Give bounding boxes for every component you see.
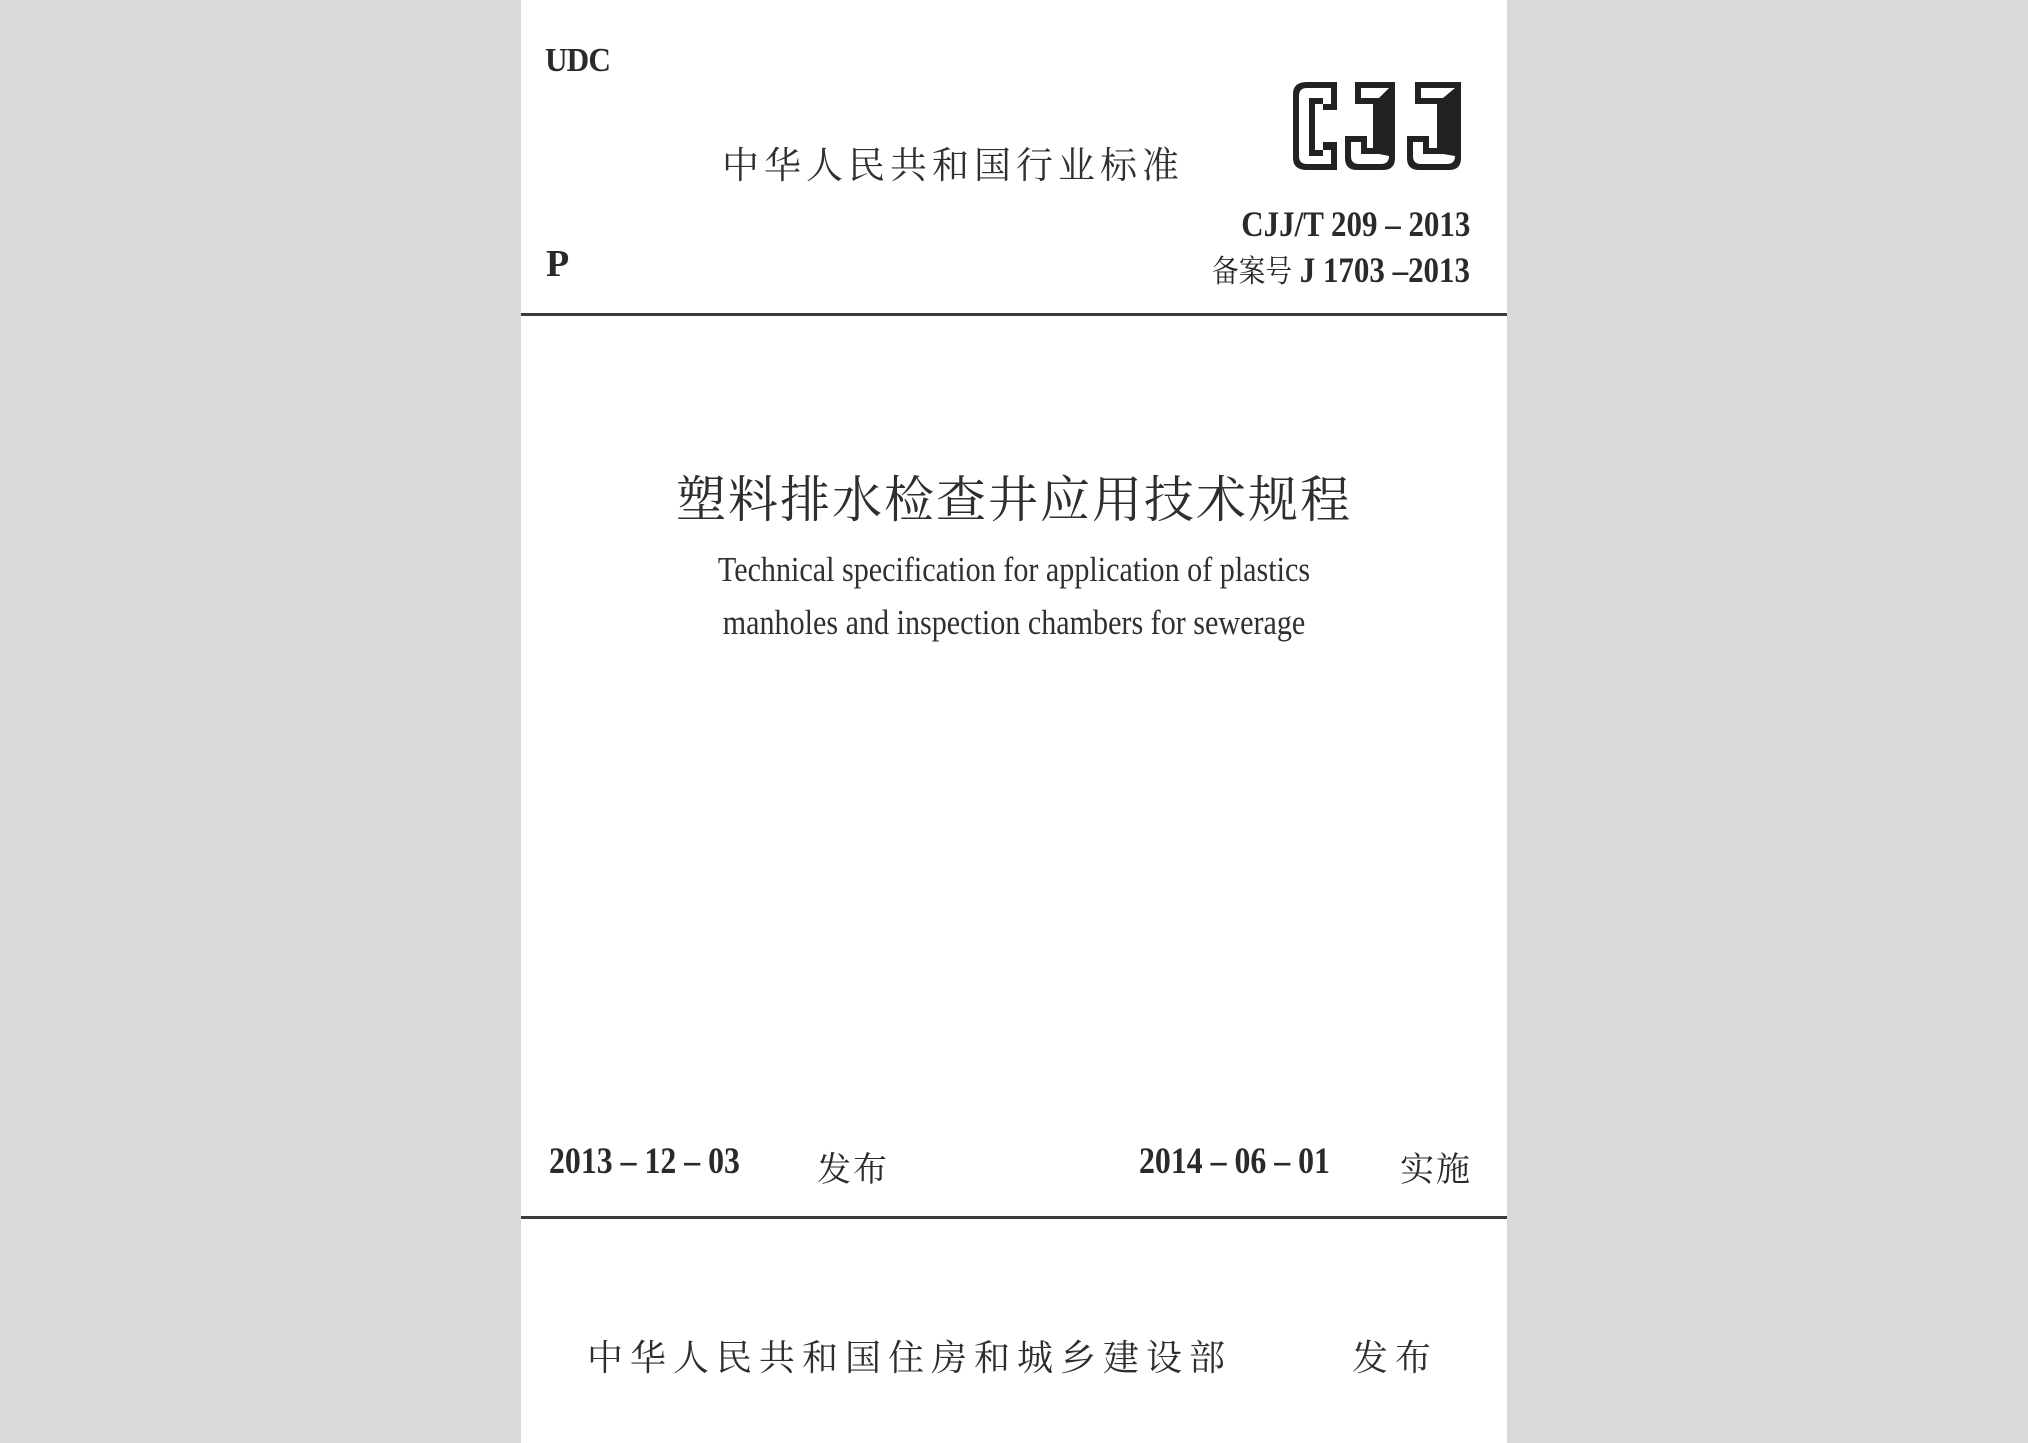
standard-category: 中华人民共和国行业标准 (722, 144, 1184, 187)
document-title-en-line2: manholes and inspection chambers for sewerage (722, 603, 1306, 642)
record-number (1212, 246, 1470, 291)
effective-date: 2014 – 06 – 01 (1139, 1141, 1330, 1182)
udc-label: UDC (545, 42, 611, 79)
footer-divider (521, 1216, 1507, 1219)
cjj-logo-icon (1285, 80, 1471, 174)
record-code: J 1703 –2013 (1299, 250, 1470, 290)
record-prefix: 备案号 (1212, 254, 1292, 290)
standard-code: CJJ/T 209 – 2013 (1240, 204, 1470, 244)
publisher-action: 发布 (1352, 1338, 1439, 1379)
classification-label: P (546, 243, 570, 285)
publisher: 中华人民共和国住房和城乡建设部 (587, 1338, 1233, 1379)
document-title-en-line1: Technical specification for application of plastics (717, 550, 1311, 589)
document-title-cn: 塑料排水检查井应用技术规程 (676, 471, 1352, 529)
header-divider (521, 313, 1507, 316)
issue-date: 2013 – 12 – 03 (549, 1141, 740, 1182)
document-cover-page (521, 0, 1507, 1443)
effective-label: 实施 (1400, 1150, 1472, 1190)
issue-label: 发布 (817, 1150, 889, 1190)
